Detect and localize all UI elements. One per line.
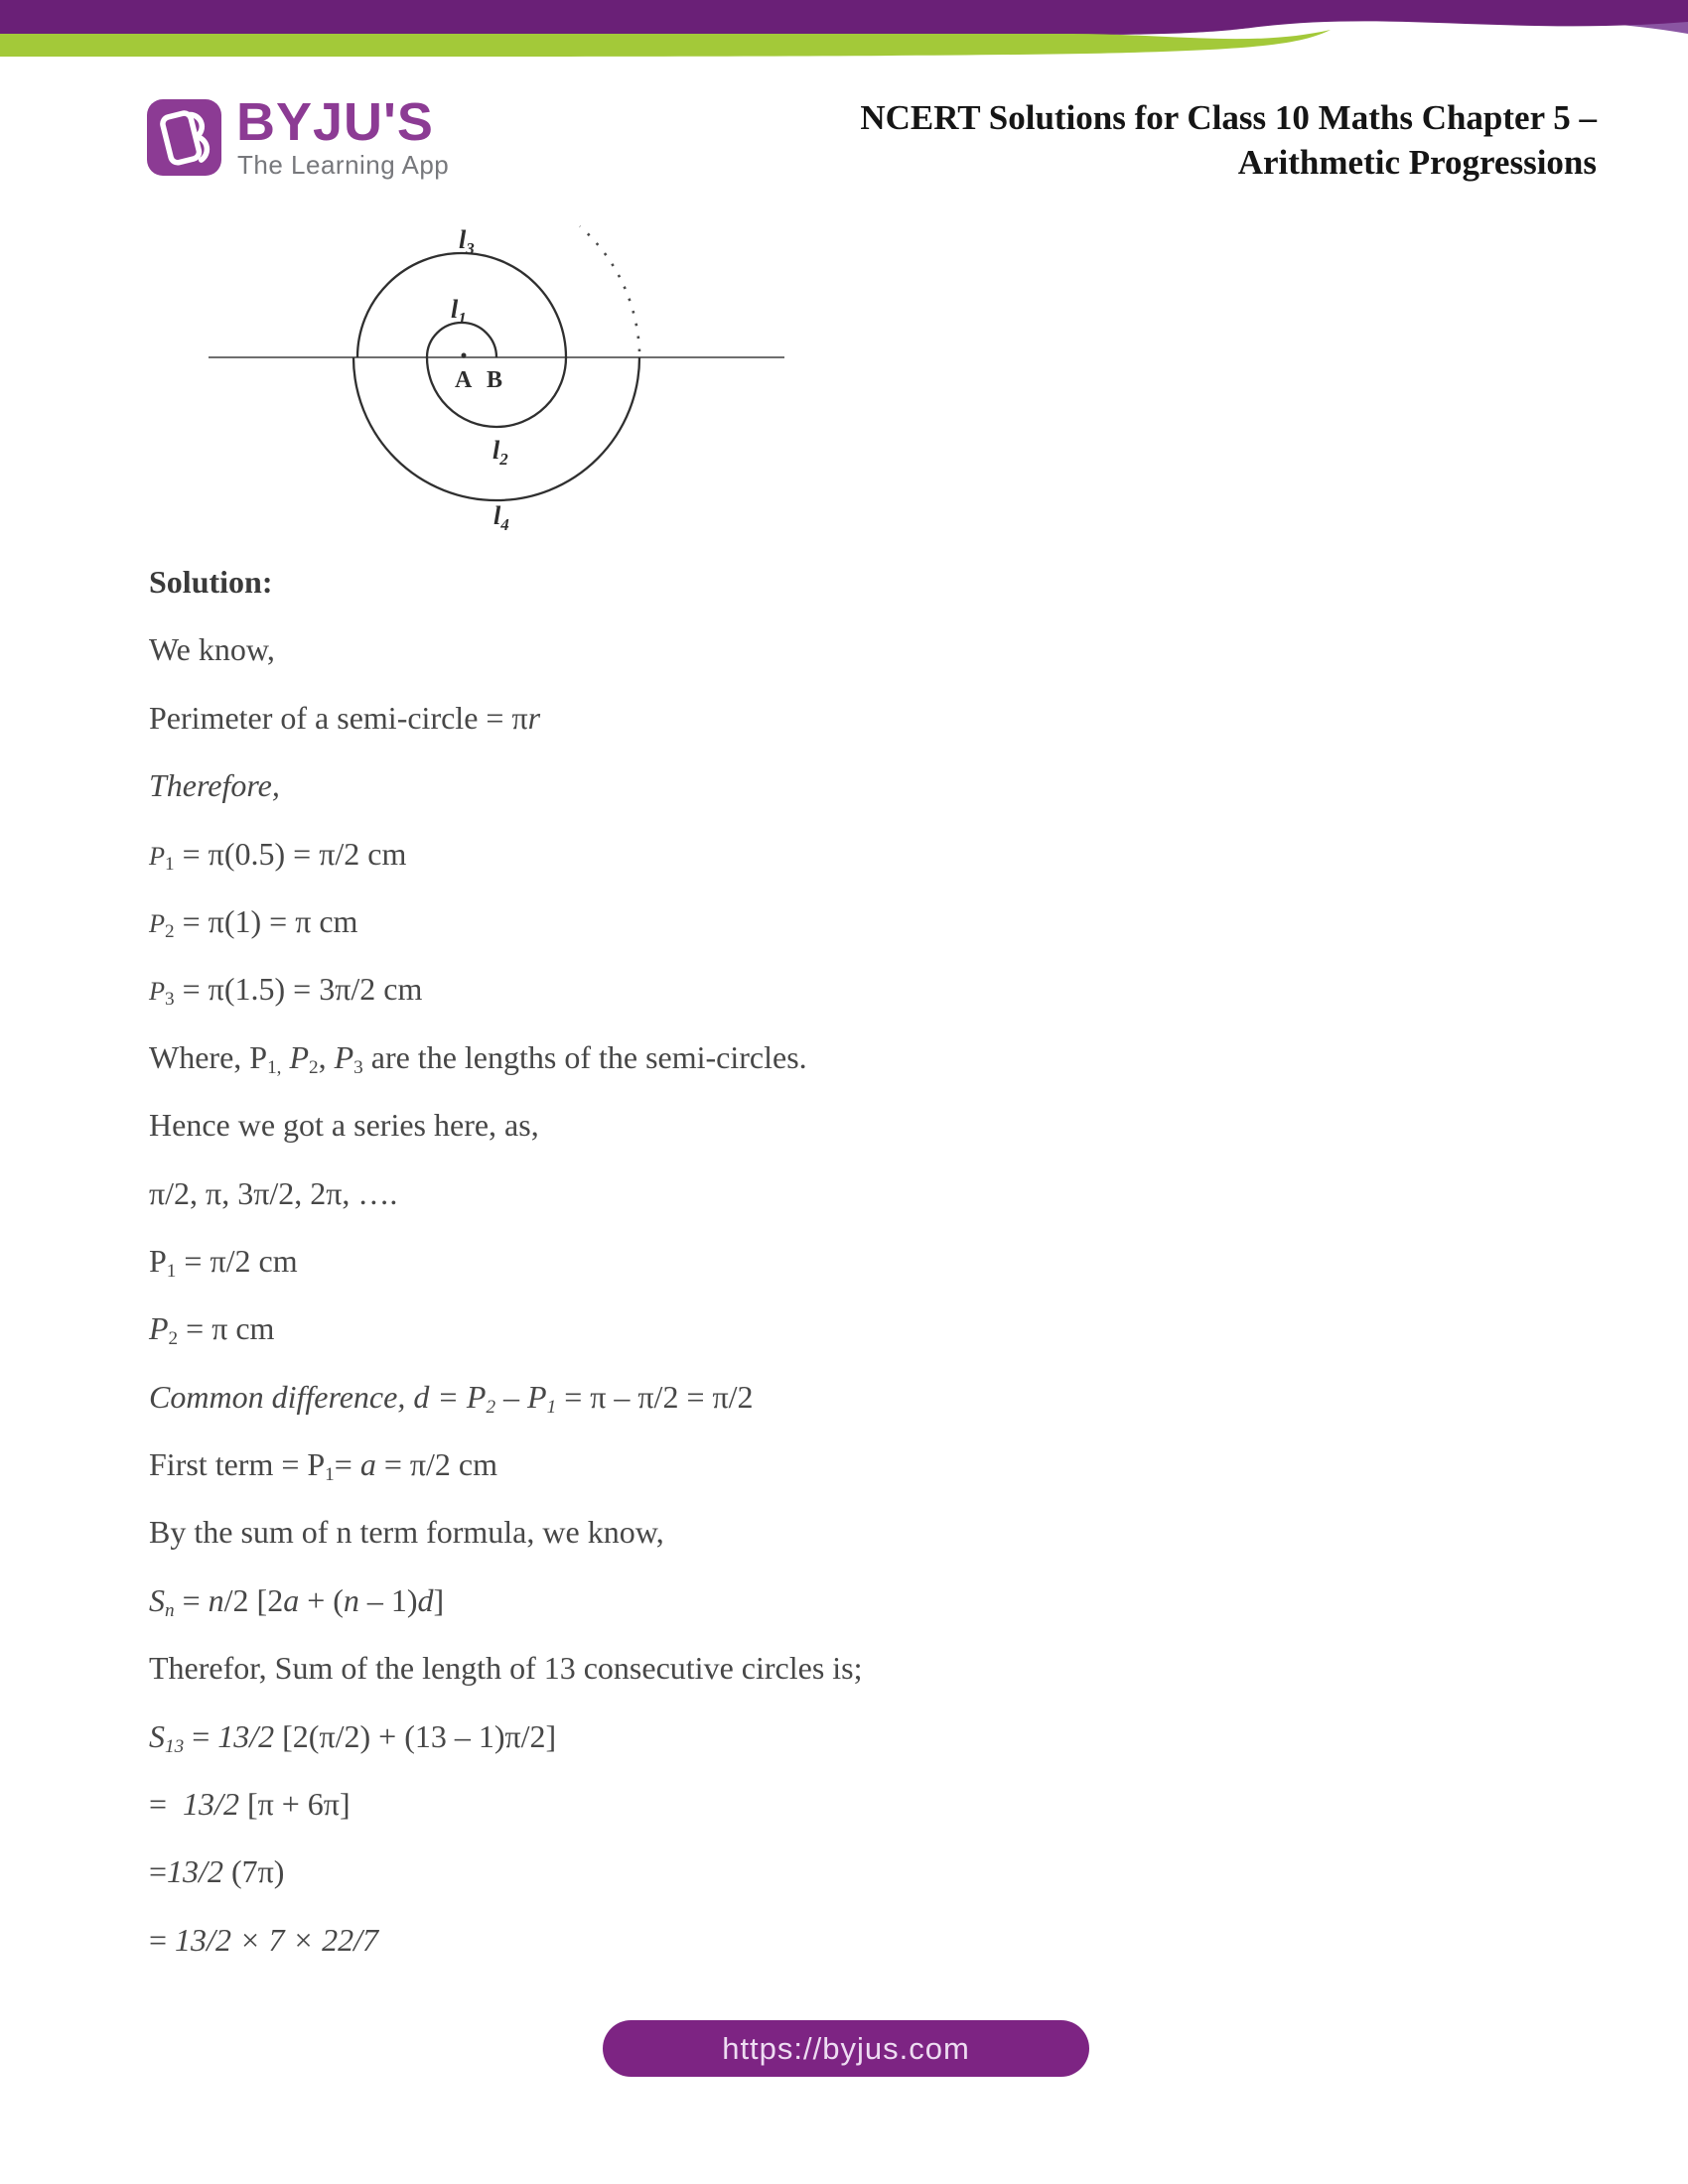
solution-line	[149, 1634, 1390, 1702]
solution-line	[149, 1567, 1390, 1634]
text-segment: Common difference, d = P	[149, 1378, 487, 1415]
text-segment: 1	[165, 853, 175, 875]
text-segment: =	[149, 1921, 176, 1958]
label-l3: $l_3$	[459, 225, 475, 258]
text-segment: P	[149, 841, 166, 871]
text-segment: 13/2	[217, 1717, 275, 1754]
label-l4: $l_4$	[493, 501, 509, 534]
text-segment: =	[149, 1853, 168, 1890]
solution-line	[149, 1363, 1390, 1431]
page-title-line1: NCERT Solutions for Class 10 Maths Chapter 5 –	[860, 98, 1597, 137]
text-segment: Perimeter of a semi-circle = π	[149, 699, 528, 736]
semicircle-l3	[357, 253, 566, 357]
text-segment: 13/2	[183, 1786, 239, 1823]
semicircle-l1	[427, 323, 496, 357]
text-segment: π/2, π, 3π/2, 2π, ….	[149, 1174, 398, 1211]
text-segment: d	[417, 1581, 434, 1618]
text-segment: 1,	[267, 1056, 282, 1078]
text-segment: First term = P	[149, 1446, 326, 1483]
text-segment: P	[149, 1310, 169, 1347]
text-segment: /2 [2	[223, 1581, 284, 1618]
solution-line	[149, 548, 1390, 615]
text-segment: =	[334, 1446, 360, 1483]
text-segment: 2	[168, 1328, 179, 1350]
solution-line	[149, 1838, 1390, 1905]
centre-point-dot	[462, 353, 467, 358]
solution-line	[149, 1091, 1390, 1159]
solution-line	[149, 615, 1390, 683]
byjus-link-label: https://byjus.com	[722, 2030, 970, 2066]
solution-line	[149, 1295, 1390, 1362]
text-segment: n	[343, 1581, 359, 1618]
text-segment: 13	[165, 1735, 185, 1757]
solution-line	[149, 1024, 1390, 1091]
page-title	[842, 95, 1597, 185]
text-segment: n	[208, 1581, 224, 1618]
text-segment: (7π)	[222, 1853, 285, 1890]
text-segment: P	[149, 908, 166, 938]
solution-line	[149, 1770, 1390, 1838]
solution-line	[149, 887, 1390, 955]
solution-line	[149, 1160, 1390, 1227]
solution-line	[149, 1498, 1390, 1566]
text-segment: =	[184, 1717, 218, 1754]
text-segment: = π(1.5) = 3π/2 cm	[174, 971, 423, 1008]
text-segment: S	[149, 1717, 165, 1754]
text-segment: 1	[166, 1260, 177, 1282]
text-segment: – 1)	[358, 1581, 418, 1618]
byjus-logo-text: BYJU'S	[236, 92, 434, 152]
text-segment: ,	[318, 1038, 335, 1075]
text-segment: = π(1) = π cm	[174, 902, 358, 939]
text-segment: [π + 6π]	[238, 1786, 351, 1823]
solution-line	[149, 1906, 1390, 1974]
text-segment: ]	[433, 1581, 445, 1618]
text-segment: =	[174, 1581, 209, 1618]
text-segment: = π – π/2 = π/2	[556, 1378, 754, 1415]
label-A: A	[455, 367, 473, 393]
solution-line	[149, 1703, 1390, 1770]
label-l1: $l_1$	[451, 295, 467, 328]
solution-line	[149, 1431, 1390, 1498]
text-segment: r	[527, 699, 541, 736]
text-segment: + (	[299, 1581, 344, 1618]
text-segment: 1	[325, 1463, 335, 1485]
text-segment: By the sum of n term formula, we know,	[149, 1514, 664, 1551]
text-segment: – P	[495, 1378, 547, 1415]
text-segment: 13/2 × 7 × 22/7	[175, 1921, 379, 1958]
text-segment: a	[283, 1581, 300, 1618]
text-segment: [2(π/2) + (13 – 1)π/2]	[274, 1717, 557, 1754]
solution-line	[149, 1227, 1390, 1295]
label-B: B	[487, 367, 503, 393]
text-segment: 13/2	[167, 1853, 223, 1890]
solution-line	[149, 820, 1390, 887]
header-ribbon	[0, 0, 1688, 91]
byjus-link-button[interactable]	[603, 2020, 1089, 2077]
text-segment: = π/2 cm	[375, 1446, 497, 1483]
ribbon-dark-purple-band	[0, 0, 1688, 36]
text-segment: We know,	[149, 631, 275, 668]
text-segment: n	[165, 1599, 175, 1621]
text-segment: Therefore,	[149, 767, 280, 804]
text-segment: 2	[165, 920, 175, 942]
text-segment: Solution:	[149, 564, 273, 600]
byjus-logo-badge	[147, 99, 221, 176]
text-segment: 2	[309, 1056, 319, 1078]
byjus-logo-tagline: The Learning App	[237, 150, 450, 180]
text-segment: = π/2 cm	[176, 1242, 298, 1279]
text-segment: 2	[486, 1396, 496, 1418]
solution-line	[149, 751, 1390, 819]
text-segment: are the lengths of the semi-circles.	[362, 1038, 807, 1075]
text-segment: P	[149, 977, 166, 1007]
label-l2: $l_2$	[492, 436, 508, 469]
text-segment: 1	[546, 1396, 557, 1418]
text-segment: P	[334, 1038, 354, 1075]
text-segment: =	[149, 1786, 184, 1823]
text-segment: Therefor, Sum of the length of 13 consecutive circles is;	[149, 1650, 863, 1687]
solution-lines	[149, 548, 1390, 1974]
page-title-line2: Arithmetic Progressions	[1237, 143, 1597, 182]
spiral-figure	[149, 169, 804, 536]
text-segment: P	[149, 1242, 167, 1279]
text-segment: Where, P	[149, 1038, 268, 1075]
text-segment: S	[149, 1581, 165, 1618]
text-segment: 3	[353, 1056, 363, 1078]
text-segment: Hence we got a series here, as,	[149, 1107, 539, 1144]
solution-line	[149, 955, 1390, 1023]
dotted-continuation-arc	[580, 226, 639, 351]
text-segment: 3	[165, 989, 175, 1011]
text-segment: P	[289, 1038, 309, 1075]
text-segment: = π(0.5) = π/2 cm	[174, 835, 407, 872]
solution-line	[149, 684, 1390, 751]
text-segment: = π cm	[178, 1310, 275, 1347]
text-segment: a	[359, 1446, 376, 1483]
